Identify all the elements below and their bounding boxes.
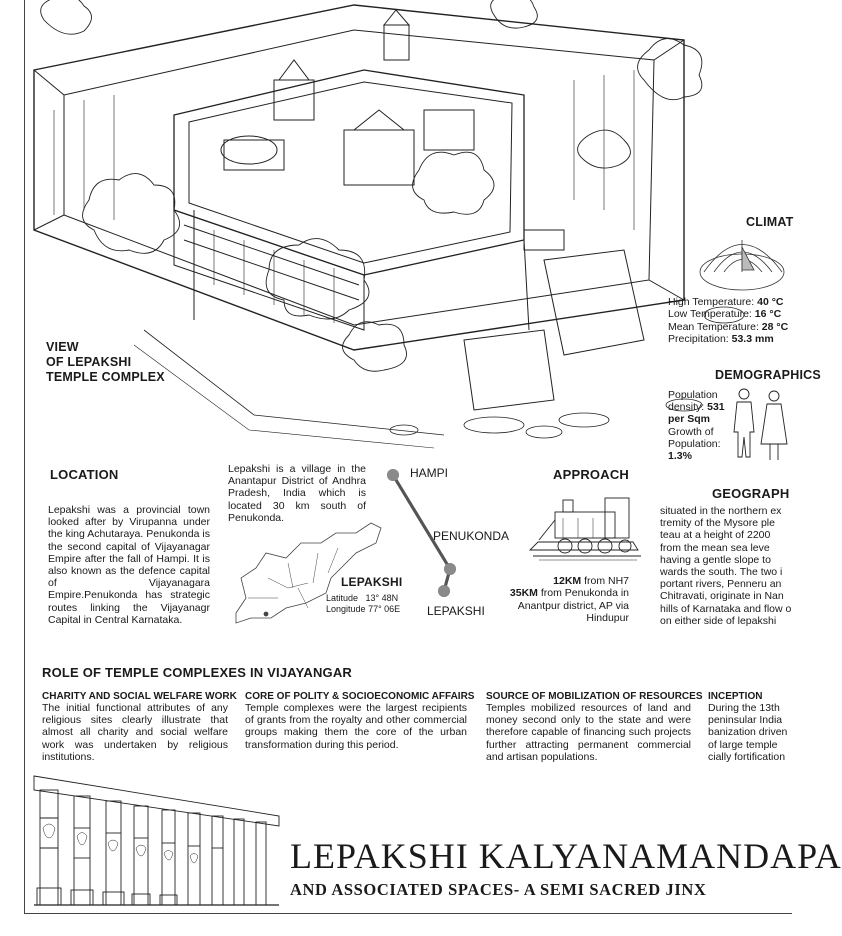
longitude-row [326, 604, 400, 615]
poster-subtitle: AND ASSOCIATED SPACES- A SEMI SACRED JINX [290, 880, 707, 899]
climate-unit: °C [773, 320, 789, 333]
geography-text [660, 505, 791, 627]
geography-line: hills of Karnataka and flow o [660, 602, 792, 615]
climate-unit: °C [768, 296, 784, 308]
role-column-inception [708, 691, 791, 763]
demographics-line: Growth of [668, 425, 714, 438]
route-label-hampi: HAMPI [410, 466, 449, 480]
climate-row-low [668, 308, 788, 320]
sun-path-diagram-icon [692, 232, 791, 294]
climate-label: Mean Temperature: [668, 320, 762, 333]
approach-line-4: Hindupur [586, 611, 629, 624]
role-column-body: Temple complexes were the largest recipients of grants from the royalty and other commercial groups making them the core of the urban transformation during this period. [245, 702, 467, 751]
inception-line: banization driven [708, 726, 788, 739]
role-title: ROLE OF TEMPLE COMPLEXES IN VIJAYANGAR [42, 665, 353, 680]
role-column-title: CORE OF POLITY & SOCIOECONOMIC AFFAIRS [245, 691, 475, 702]
demographics-line: Population: [668, 437, 721, 450]
climate-value: 53.3 mm [731, 332, 774, 345]
inception-line: peninsular India [708, 714, 783, 727]
map-place-title: LEPAKSHI [341, 575, 403, 589]
demographics-title: DEMOGRAPHICS [715, 368, 821, 382]
geography-line: portant rivers, Penneru an [660, 578, 782, 591]
poster-title: LEPAKSHI KALYANAMANDAPA [290, 836, 842, 876]
geography-line: having a gentle slope to [660, 553, 771, 566]
role-column-title: INCEPTION [708, 691, 763, 702]
role-column-polity [245, 691, 475, 751]
role-column-resources [486, 691, 703, 763]
approach-note: from Penukonda in [537, 587, 629, 600]
inception-line: of large temple [708, 738, 778, 751]
climate-value: 28 [761, 320, 774, 333]
geography-line: Chitravati, originate in Nan [660, 590, 784, 603]
latitude-value: 13° 48N [365, 593, 399, 603]
demographics-line: 1.3% [668, 450, 692, 463]
lepakshi-dot [438, 585, 450, 597]
longitude-label: Longitude [326, 604, 366, 614]
demographics-line: Population [668, 389, 718, 401]
demographics-text [668, 389, 725, 462]
view-label-line-1: VIEW [46, 340, 79, 354]
approach-distance: 12KM [553, 575, 582, 587]
demographics-density [668, 401, 725, 413]
approach-text [495, 575, 629, 624]
location-intro: Lepakshi is a village in the Anantapur District of Andhra Pradesh, India which is located 30 km south of Penukonda. [228, 463, 366, 524]
inception-line: During the 13th [708, 702, 780, 714]
route-segment-1 [393, 475, 450, 569]
role-column-charity [42, 691, 237, 763]
role-column-body: The initial functional attributes of any religious sites clearly illustrate that almost all charity and social welfare work was undertaken by religious institutions. [42, 702, 228, 763]
demographics-label: density: [668, 401, 708, 414]
climate-list [668, 296, 788, 345]
climate-row-precipitation [668, 333, 788, 345]
role-column-body [708, 702, 791, 763]
latitude-label: Latitude [326, 593, 359, 603]
longitude-value: 77° 06E [368, 604, 401, 614]
climate-label: High Temperature: [668, 296, 758, 308]
view-label [46, 340, 165, 385]
location-body: Lepakshi was a provincial town looked after by Virupanna under the king Achutaraya. Penukonda is the second capital of Vijayanagar Empire after the fall of Hampi. It is also known as the defence capital of Vijayanagara Empire.Penukonda has strategic routes linking the Vijayanagr Capital in Central Karnataka. [48, 504, 210, 626]
train-icon [533, 490, 643, 562]
approach-title: APPROACH [553, 467, 629, 482]
approach-line-2 [495, 587, 629, 599]
view-label-line-2: OF LEPAKSHI [46, 355, 132, 369]
route-label-lepakshi: LEPAKSHI [427, 604, 485, 618]
approach-note: from NH7 [581, 575, 629, 587]
geography-line: from the mean sea leve [660, 541, 770, 554]
people-figures-icon [732, 382, 791, 464]
geography-line: wards the south. The two i [660, 566, 783, 579]
approach-distance: 35KM [509, 587, 538, 600]
climate-row-mean [668, 321, 788, 333]
climate-label: Low Temperature: [668, 308, 755, 321]
role-column-body: Temples mobilized resources of land and money second only to the state and were therefore capable of financing such projects further attracting permanent commercial and artisan populations. [486, 702, 691, 763]
geography-line: tremity of the Mysore ple [660, 517, 775, 530]
geography-line: on either side of lepakshi [660, 614, 777, 627]
climate-value: 40 [757, 296, 769, 308]
climate-label: Precipitation: [668, 332, 732, 345]
geography-line: teau at a height of 2200 [660, 529, 771, 542]
kalyanamandapa-pillars-sketch [34, 768, 284, 908]
penukonda-dot [444, 563, 456, 575]
role-column-title: CHARITY AND SOCIAL WELFARE WORK [42, 691, 237, 702]
inception-line: cially fortification [708, 750, 786, 763]
view-label-line-3: TEMPLE COMPLEX [46, 370, 165, 384]
approach-line-3: Anantpur district, AP via [517, 599, 629, 612]
geography-line: situated in the northern ex [660, 505, 782, 517]
climate-unit: °C [766, 308, 782, 321]
geography-title: GEOGRAPH [712, 486, 790, 501]
demographics-value: 531 [707, 401, 725, 414]
climate-value: 16 [754, 308, 767, 321]
location-title: LOCATION [50, 467, 119, 482]
hampi-dot [387, 469, 399, 481]
climate-row-high [668, 296, 788, 308]
route-label-penukonda: PENUKONDA [433, 529, 510, 543]
demographics-line: per Sqm [668, 413, 711, 426]
climate-title: CLIMAT [746, 215, 794, 229]
role-column-title: SOURCE OF MOBILIZATION OF RESOURCES [486, 691, 703, 702]
approach-line-1 [495, 575, 629, 587]
